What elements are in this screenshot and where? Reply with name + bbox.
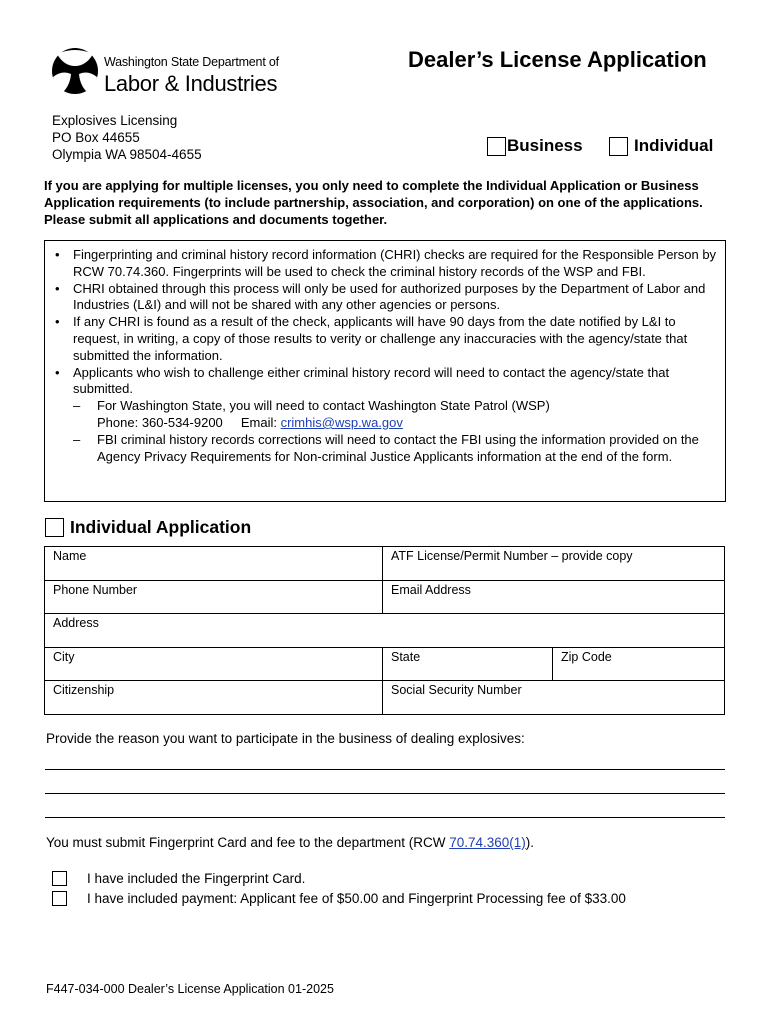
notice-bullet-text: Applicants who wish to challenge either criminal history record will need to contact the agency/state that submitted. [73,364,670,397]
fingerprint-check-label: I have included the Fingerprint Card. [87,871,306,886]
individual-application-form [44,546,725,715]
logo-agency-line: Washington State Department of [104,55,279,69]
zip-code-field[interactable]: Zip Code [553,647,725,681]
wsp-phone: Phone: 360-534-9200 [97,414,223,430]
payment-checkbox[interactable] [52,891,67,906]
reason-prompt: Provide the reason you want to participate in the business of dealing explosives: [46,731,525,746]
submission-text: You must submit Fingerprint Card and fee to the department (RCW [46,835,450,850]
wsp-email-link[interactable]: crimhis@wsp.wa.gov [280,414,403,430]
mailing-address [52,112,202,163]
individual-option[interactable] [609,136,713,156]
table-row [45,580,725,614]
logo-agency-name: Labor & Industries [104,71,278,96]
reason-answer-line[interactable] [45,793,725,794]
payment-check-row[interactable] [52,891,626,906]
wsp-contact-text: – For Washington State, you will need to contact Washington State Patrol (WSP) [97,398,550,414]
ssn-field[interactable]: Social Security Number [383,681,725,715]
reason-answer-line[interactable] [45,769,725,770]
table-row [45,681,725,715]
lni-logo-icon [50,44,100,96]
atf-number-field[interactable]: ATF License/Permit Number – provide copy [383,547,725,581]
address-line: Explosives Licensing [52,113,178,128]
individual-application-heading [45,517,251,538]
individual-label: Individual [634,136,714,155]
individual-checkbox[interactable] [609,137,628,156]
document-title: Dealer’s License Application [408,47,707,72]
individual-application-checkbox[interactable] [45,518,64,537]
notice-bullet: • CHRI obtained through this process will only be used for authorized purposes by the Department of Labor and Industries (L&I) and will not be shared with any other agencies or persons. [53,281,717,315]
business-label: Business [507,136,583,155]
wsp-email-label: Email: [240,414,277,430]
state-field[interactable]: State [383,647,553,681]
address-field[interactable]: Address [45,614,725,648]
table-row [45,647,725,681]
notice-bullet [53,365,717,466]
multiple-license-instructions: If you are applying for multiple licenses, you only need to complete the Individual Application or Business Application requirements (to include partnership, association, and corporation) on one of the applications. Please submit all applications and documents together. [44,178,703,227]
submission-instruction [46,835,534,850]
table-row [45,614,725,648]
name-field[interactable]: Name [45,547,383,581]
form-footer: F447-034-000 Dealer’s License Application 01-2025 [46,982,334,996]
payment-check-label: I have included payment: Applicant fee of $50.00 and Fingerprint Processing fee of $33.00 [87,891,626,906]
business-checkbox[interactable] [487,137,506,156]
rcw-link[interactable]: 70.74.360(1) [449,835,526,850]
citizenship-field[interactable]: Citizenship [45,681,383,715]
notice-bullet: • If any CHRI is found as a result of the check, applicants will have 90 days from the date notified by L&I to request, in writing, a copy of those results to verity or challenge any inaccuracies with the agency/state that submitted the information. [53,314,717,364]
email-field[interactable]: Email Address [383,580,725,614]
chri-notice-box [44,240,726,502]
notice-sub-item: – FBI criminal history records corrections will need to contact the FBI using the information provided on the Agency Privacy Requirements for Non-criminal Justice Applicants information at the end of the form. [73,432,717,466]
fingerprint-check-row[interactable] [52,871,305,886]
notice-bullet: • Fingerprinting and criminal history record information (CHRI) checks are required for the Responsible Person by RCW 70.74.360. Fingerprints will be used to check the criminal history records of the WSP and FBI. [53,247,717,281]
phone-field[interactable]: Phone Number [45,580,383,614]
table-row [45,547,725,581]
wsp-contact-details [97,415,717,432]
reason-answer-line[interactable] [45,817,725,818]
city-field[interactable]: City [45,647,383,681]
notice-sub-item [73,398,717,432]
fingerprint-checkbox[interactable] [52,871,67,886]
address-line: PO Box 44655 [52,130,140,145]
submission-text-end: ). [525,835,534,850]
business-option[interactable] [487,136,583,156]
individual-application-title: Individual Application [70,517,252,537]
address-line: Olympia WA 98504-4655 [52,147,202,162]
